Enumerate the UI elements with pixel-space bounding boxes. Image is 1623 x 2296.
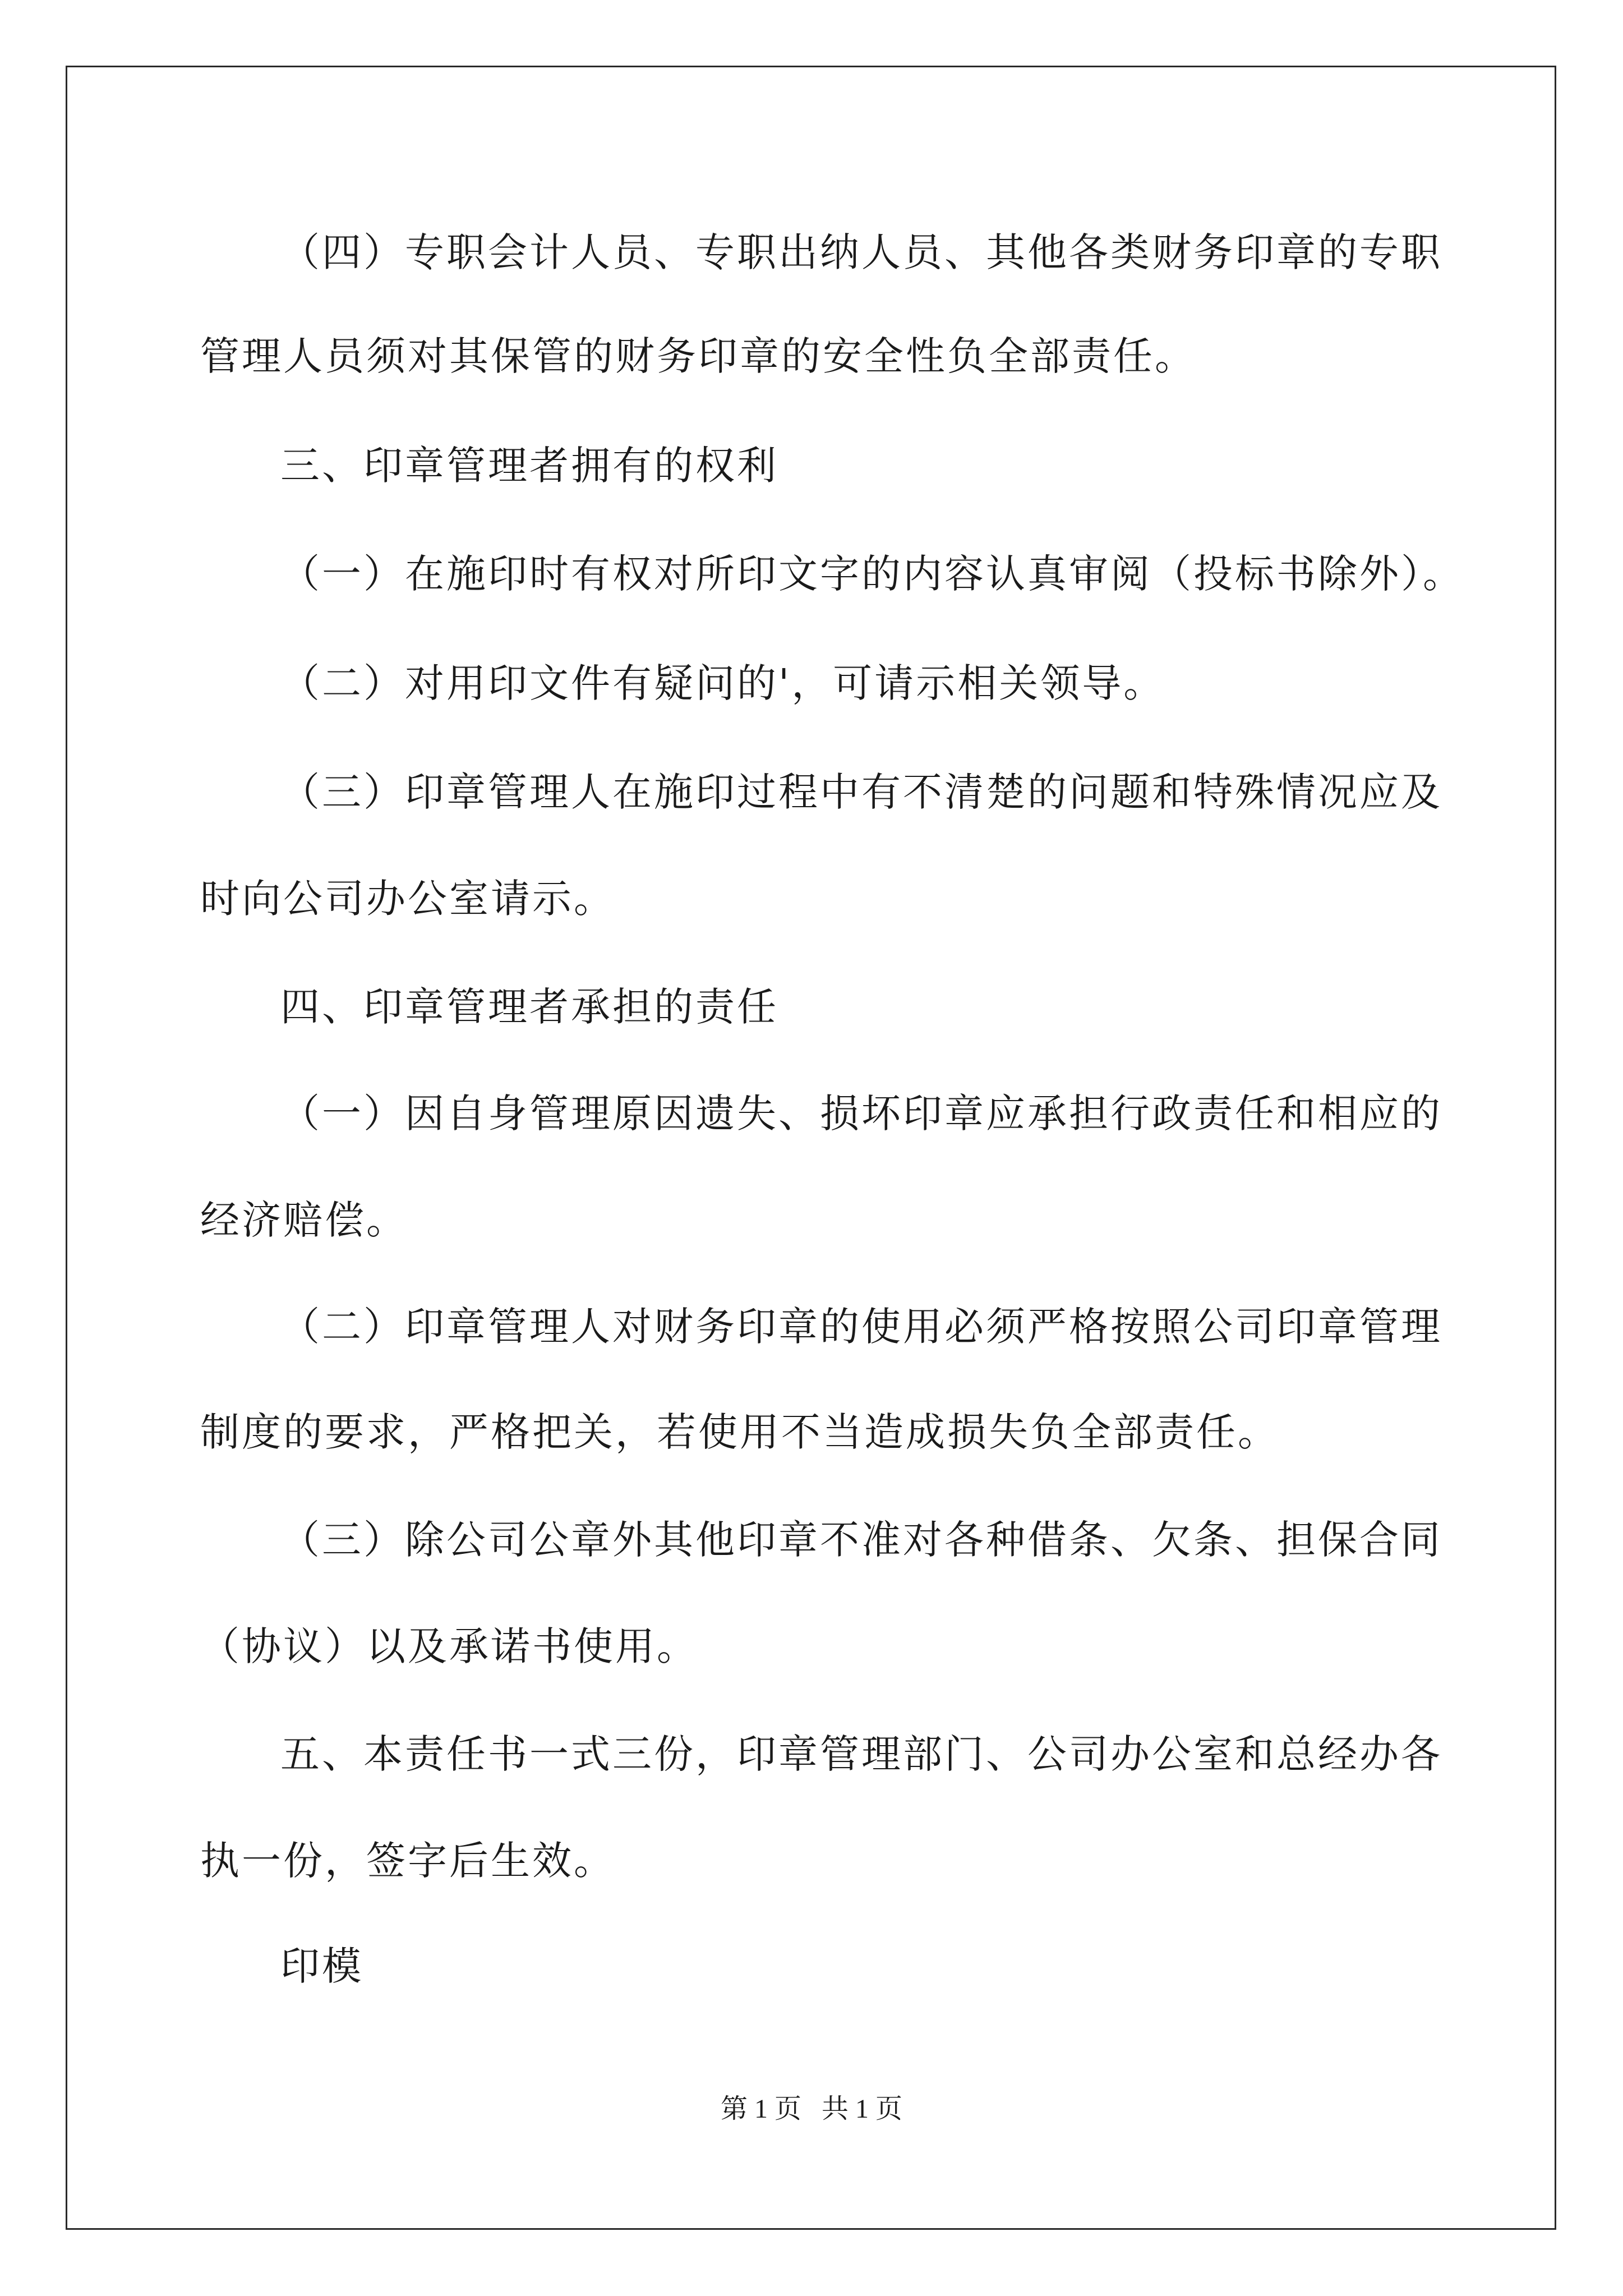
paragraph-line: （一）因自身管理原因遗失、损坏印章应承担行政责任和相应的 <box>280 1091 1442 1137</box>
paragraph-line: （二）对用印文件有疑问的'，可请示相关领导。 <box>280 660 1165 706</box>
paragraph-line: 管理人员须对其保管的财务印章的安全性负全部责任。 <box>200 333 1196 379</box>
paragraph-line: 制度的要求，严格把关，若使用不当造成损失负全部责任。 <box>200 1409 1279 1455</box>
paragraph-line: 五、本责任书一式三份，印章管理部门、公司办公室和总经办各 <box>280 1731 1442 1777</box>
paragraph-line: （三）印章管理人在施印过程中有不清楚的问题和特殊情况应及 <box>280 769 1442 815</box>
page-number-footer: 第 1 页 共 1 页 <box>720 2094 902 2124</box>
page-border <box>66 66 1556 2230</box>
paragraph-line: 执一份，签字后生效。 <box>200 1838 615 1884</box>
section-heading: 三、印章管理者拥有的权利 <box>280 443 778 489</box>
paragraph-line: （协议）以及承诺书使用。 <box>200 1623 698 1669</box>
paragraph-line: （二）印章管理人对财务印章的使用必须严格按照公司印章管理 <box>280 1304 1442 1350</box>
paragraph-line: （三）除公司公章外其他印章不准对各种借条、欠条、担保合同 <box>280 1517 1442 1563</box>
section-heading: 四、印章管理者承担的责任 <box>280 984 778 1030</box>
paragraph-line: 时向公司办公室请示。 <box>200 876 615 922</box>
paragraph-line: （一）在施印时有权对所印文字的内容认真审阅（投标书除外）。 <box>280 551 1464 597</box>
paragraph-line: 印模 <box>280 1943 363 1989</box>
paragraph-line: （四）专职会计人员、专职出纳人员、其他各类财务印章的专职 <box>280 229 1442 275</box>
paragraph-line: 经济赔偿。 <box>200 1197 408 1243</box>
